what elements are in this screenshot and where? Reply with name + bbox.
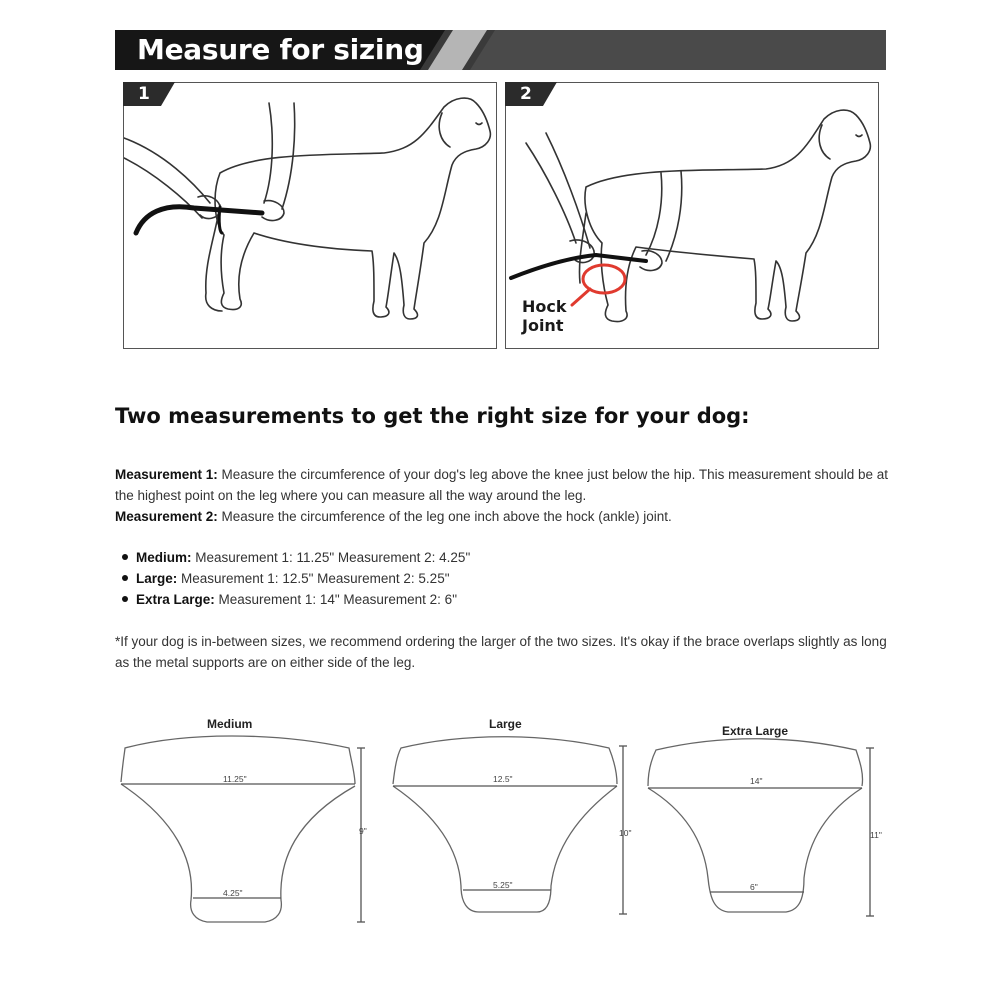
brace-outline [115,700,375,930]
size-list [120,547,470,610]
hock-label-line-1: Hock [522,297,567,316]
diagram-title: Medium [207,717,253,731]
measurement-1-label: Measurement 1: [115,467,218,482]
measurements-heading: Two measurements to get the right size for your dog: [115,404,750,428]
size-item-medium [120,547,470,568]
step-panel-2 [505,82,879,349]
bullet-icon [122,596,128,602]
bullet-icon [122,554,128,560]
top-width-label: 12.5" [493,774,513,784]
brace-outline [387,700,637,930]
top-width-label: 14" [750,776,763,786]
brace-diagram-large [387,700,637,930]
height-label: 10" [619,828,632,838]
measurement-1-text [115,464,895,506]
diagram-title: Large [489,717,522,731]
step-number: 1 [138,84,150,104]
bottom-width-label: 4.25" [223,888,243,898]
size-item-large [120,568,470,589]
banner-title: Measure for sizing [137,33,424,66]
brace-diagram-medium [115,700,375,930]
dog-measure-thigh-illustration [124,83,496,348]
height-label: 9" [359,826,367,836]
measurement-2-desc: Measure the circumference of the leg one inch above the hock (ankle) joint. [217,509,672,524]
bottom-width-label: 6" [750,882,758,892]
section-banner [115,30,886,70]
size-values: Measurement 1: 12.5" Measurement 2: 5.25" [177,571,450,586]
measurement-2-text [115,506,895,527]
diagram-title: Extra Large [722,724,789,738]
measurement-instructions [115,464,895,527]
measurement-2-label: Measurement 2: [115,509,218,524]
brace-diagram-extra-large [644,700,894,930]
height-label: 11" [870,830,882,840]
sizing-note: *If your dog is in-between sizes, we recommend ordering the larger of the two sizes. It's okay if the brace overlaps slightly as long as the metal supports are on either side of the leg. [115,634,887,670]
brace-outline [644,700,894,930]
bottom-width-label: 5.25" [493,880,513,890]
size-values: Measurement 1: 14" Measurement 2: 6" [214,592,457,607]
step-number: 2 [520,84,532,104]
measurement-1-desc: Measure the circumference of your dog's leg above the knee just below the hip. This measurement should be at the highest point on the leg where you can measure all the way around the leg. [115,467,889,503]
step-panel-1 [123,82,497,349]
hock-joint-label [522,297,567,335]
size-label: Medium: [136,550,192,565]
size-item-extra-large [120,589,470,610]
hock-label-line-2: Joint [522,316,564,335]
bullet-icon [122,575,128,581]
size-values: Measurement 1: 11.25" Measurement 2: 4.25" [191,550,471,565]
top-width-label: 11.25" [223,774,247,784]
size-label: Large: [136,571,178,586]
size-label: Extra Large: [136,592,215,607]
